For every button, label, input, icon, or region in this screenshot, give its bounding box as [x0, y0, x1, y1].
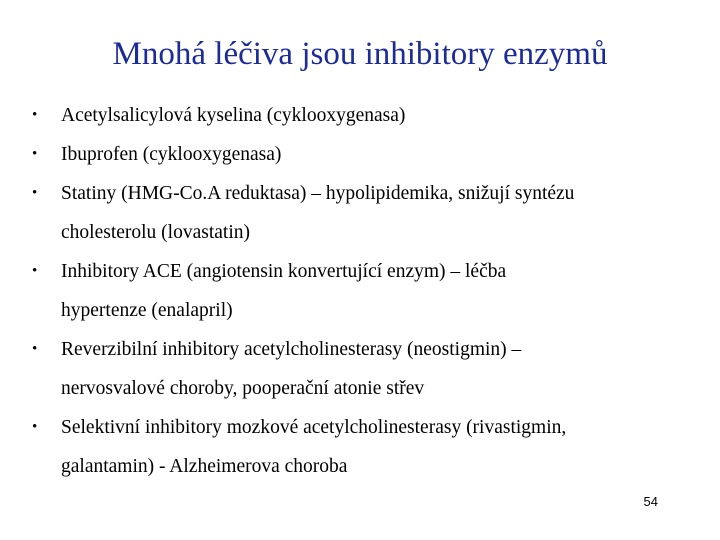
bullet-text: Acetylsalicylová kyselina (cyklooxygenasa): [61, 105, 406, 126]
bullet-marker: •: [32, 185, 38, 201]
bullet-marker: •: [32, 341, 38, 357]
bullet-text-continuation: cholesterolu (lovastatin): [61, 222, 250, 243]
bullet-text: Selektivní inhibitory mozkové acetylcholinesterasy (rivastigmin,: [61, 417, 567, 438]
bullet-marker: •: [32, 107, 38, 123]
bullet-item: [32, 174, 692, 252]
bullet-item: [32, 96, 692, 135]
bullet-text-continuation: hypertenze (enalapril): [61, 300, 233, 321]
bullet-marker: •: [32, 146, 38, 162]
bullet-text: Ibuprofen (cyklooxygenasa): [61, 144, 282, 165]
slide-title: Mnohá léčiva jsou inhibitory enzymů: [112, 36, 608, 72]
bullet-marker: •: [32, 419, 38, 435]
bullet-item: [32, 252, 692, 330]
bullet-item: [32, 135, 692, 174]
bullet-item: [32, 330, 692, 408]
bullet-text: Reverzibilní inhibitory acetylcholinesterasy (neostigmin) –: [61, 339, 522, 360]
bullet-marker: •: [32, 263, 38, 279]
bullet-text-continuation: galantamin) - Alzheimerova choroba: [61, 456, 348, 477]
bullet-text-continuation: nervosvalové choroby, pooperační atonie střev: [61, 378, 425, 399]
bullet-text: Inhibitory ACE (angiotensin konvertující enzym) – léčba: [61, 261, 507, 282]
page-number: 54: [643, 494, 658, 509]
bullet-text: Statiny (HMG-Co.A reduktasa) – hypolipidemika, snižují syntézu: [61, 183, 575, 204]
bullet-list: [32, 96, 692, 486]
bullet-item: [32, 408, 692, 486]
